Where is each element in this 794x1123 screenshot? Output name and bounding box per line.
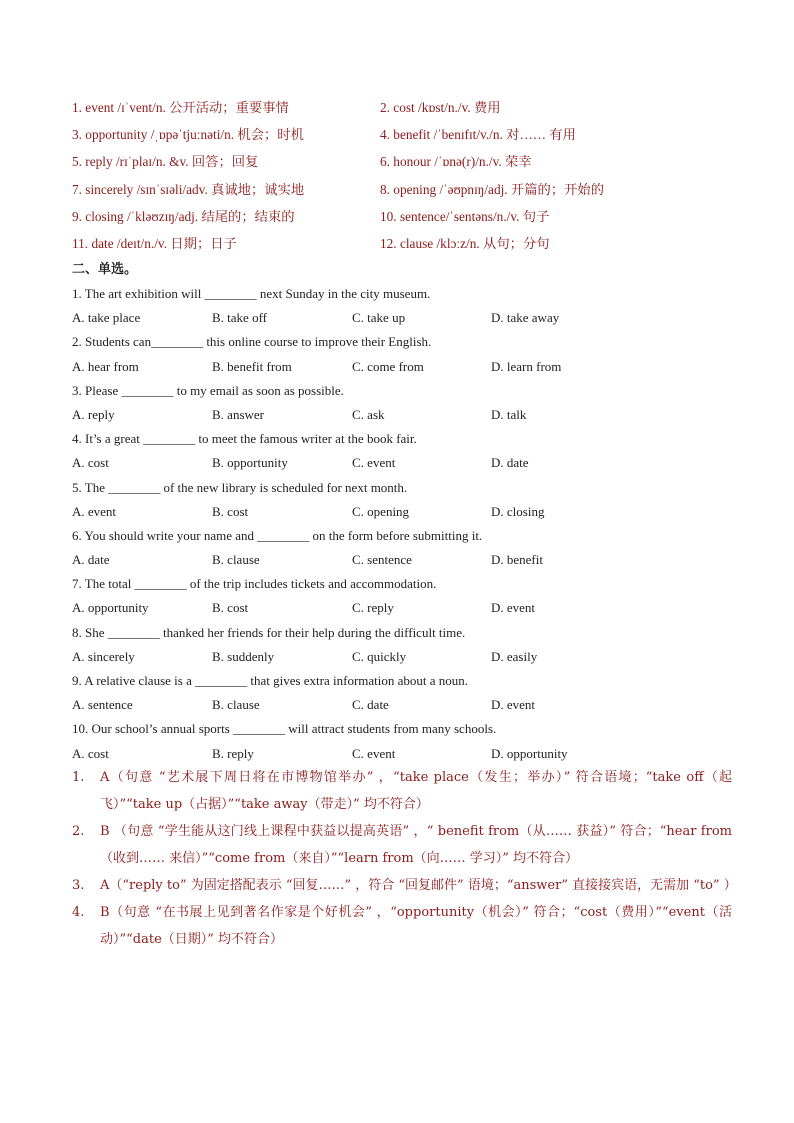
option-c: C. come from xyxy=(352,358,424,374)
vocab-item: 4. benefit /ˈbenɪfɪt/v./n. 对…… 有用 xyxy=(380,127,576,143)
question-stem: 8. She ________ thanked her friends for their help during the difficult time. xyxy=(72,624,466,640)
question-stem: 1. The art exhibition will ________ next Sunday in the city museum. xyxy=(72,286,431,301)
answer-explanation: B （句意 “学生能从这门线上课程中获益以提高英语” ，“ benefit from（从…… 获益）” 符合；“hear from（收到…… 来信）”“come from（来自）”“learn from（向…… 学习）” 均不符合） xyxy=(100,824,732,866)
answer-item xyxy=(72,872,737,899)
vocab-item: 2. cost /kɒst/n./v. 费用 xyxy=(380,100,501,116)
option-c: C. take up xyxy=(352,310,406,326)
question-options xyxy=(72,693,752,717)
question-options xyxy=(72,306,752,330)
vocab-row xyxy=(72,147,692,174)
question-options xyxy=(72,596,752,620)
question-options xyxy=(72,645,752,669)
vocab-row xyxy=(72,202,692,229)
question-stem: 4. It’s a great ________ to meet the famous writer at the book fair. xyxy=(72,431,417,447)
question-stem: 7. The total ________ of the trip includes tickets and accommodation. xyxy=(72,576,437,592)
option-a: A. sentence xyxy=(72,697,133,713)
question-stem: 10. Our school’s annual sports ________ will attract students from many schools. xyxy=(72,721,497,737)
option-b: B. benefit from xyxy=(212,358,292,374)
option-d: D. take away xyxy=(491,310,560,326)
answer-number: 4. xyxy=(72,905,85,920)
option-c: C. date xyxy=(352,697,389,713)
vocabulary-list xyxy=(72,93,692,256)
question-options xyxy=(72,451,752,475)
option-d: D. event xyxy=(491,600,536,616)
option-b: B. answer xyxy=(212,406,264,422)
option-a: A. sincerely xyxy=(72,648,135,664)
option-a: A. opportunity xyxy=(72,600,149,616)
option-d: D. date xyxy=(491,455,529,471)
option-a: A. cost xyxy=(72,455,109,471)
section-title: 二、单选。 xyxy=(72,262,138,277)
option-a: A. take place xyxy=(72,310,141,326)
option-d: D. talk xyxy=(491,406,527,422)
option-b: B. take off xyxy=(212,310,267,326)
option-a: A. reply xyxy=(72,406,115,422)
answer-item xyxy=(72,899,732,953)
option-b: B. cost xyxy=(212,600,249,616)
option-b: B. clause xyxy=(212,697,260,713)
question-stem: 2. Students can________ this online course to improve their English. xyxy=(72,334,432,350)
vocab-item: 8. opening /ˈəʊpnɪŋ/adj. 开篇的；开始的 xyxy=(380,181,605,197)
option-b: B. reply xyxy=(212,745,254,761)
option-a: A. date xyxy=(72,552,110,568)
answer-explanation: A（句意 “艺术展下周日将在市博物馆举办” ，“take place（发生；举办）” 符合语境；“take off（起飞）”“take up（占据）”“take away（带走）” 均不符合） xyxy=(100,770,732,812)
vocab-item: 5. reply /rɪˈplaɪ/n. &v. 回答；回复 xyxy=(72,154,259,170)
answer-number: 2. xyxy=(72,824,85,839)
option-c: C. quickly xyxy=(352,648,407,664)
question-options xyxy=(72,742,752,766)
option-a: A. event xyxy=(72,503,117,519)
answer-number: 1. xyxy=(72,770,85,785)
option-b: B. cost xyxy=(212,503,249,519)
vocab-item: 12. clause /klɔːz/n. 从句；分句 xyxy=(380,236,550,252)
vocab-item: 6. honour /ˈɒnə(r)/n./v. 荣幸 xyxy=(380,154,532,170)
option-d: D. closing xyxy=(491,503,545,519)
option-b: B. clause xyxy=(212,552,260,568)
answer-explanation: B（句意 “在书展上见到著名作家是个好机会” ，“opportunity（机会）” 符合；“cost（费用）”“event（活动）”“date（日期）” 均不符合） xyxy=(100,905,732,947)
question-stem: 9. A relative clause is a ________ that gives extra information about a noun. xyxy=(72,673,469,688)
question-options xyxy=(72,548,752,572)
option-d: D. opportunity xyxy=(491,745,568,761)
option-c: C. ask xyxy=(352,406,385,422)
option-d: D. event xyxy=(491,697,536,713)
question-options xyxy=(72,500,752,524)
option-b: B. suddenly xyxy=(212,648,275,664)
option-d: D. learn from xyxy=(491,358,562,374)
vocab-item: 11. date /deɪt/n./v. 日期；日子 xyxy=(72,236,237,252)
option-d: D. benefit xyxy=(491,552,543,568)
question-list xyxy=(72,282,752,766)
answer-key xyxy=(72,764,737,953)
option-b: B. opportunity xyxy=(212,455,288,471)
option-a: A. hear from xyxy=(72,358,139,374)
answer-number: 3. xyxy=(72,878,85,893)
option-c: C. event xyxy=(352,745,396,761)
answer-item xyxy=(72,818,732,872)
option-c: C. sentence xyxy=(352,552,412,568)
option-d: D. easily xyxy=(491,648,538,664)
vocab-item: 3. opportunity /ˌɒpəˈtjuːnəti/n. 机会；时机 xyxy=(72,127,304,143)
vocab-item: 7. sincerely /sɪnˈsɪəli/adv. 真诚地；诚实地 xyxy=(72,181,305,197)
answer-item xyxy=(72,764,732,818)
question-stem: 5. The ________ of the new library is scheduled for next month. xyxy=(72,479,408,495)
option-c: C. event xyxy=(352,455,396,471)
vocab-item: 9. closing /ˈkləʊzɪŋ/adj. 结尾的；结束的 xyxy=(72,208,295,224)
question-options xyxy=(72,403,752,427)
question-stem: 3. Please ________ to my email as soon as possible. xyxy=(72,382,344,398)
question-stem: 6. You should write your name and ________ on the form before submitting it. xyxy=(72,527,483,543)
vocab-item: 10. sentence/ˈsentəns/n./v. 句子 xyxy=(380,208,550,224)
option-c: C. opening xyxy=(352,503,410,519)
answer-explanation: A（“reply to” 为固定搭配表示 “回复……” ，符合 “回复邮件” 语境；“answer” 直接接宾语，无需加 “to” ） xyxy=(100,878,737,893)
option-c: C. reply xyxy=(352,600,394,616)
question-options xyxy=(72,355,752,379)
vocab-row xyxy=(72,120,692,147)
vocab-row xyxy=(72,229,692,256)
vocab-row xyxy=(72,175,692,202)
vocab-item: 1. event /ɪˈvent/n. 公开活动；重要事情 xyxy=(72,100,289,116)
option-a: A. cost xyxy=(72,745,109,761)
vocab-row xyxy=(72,93,692,120)
